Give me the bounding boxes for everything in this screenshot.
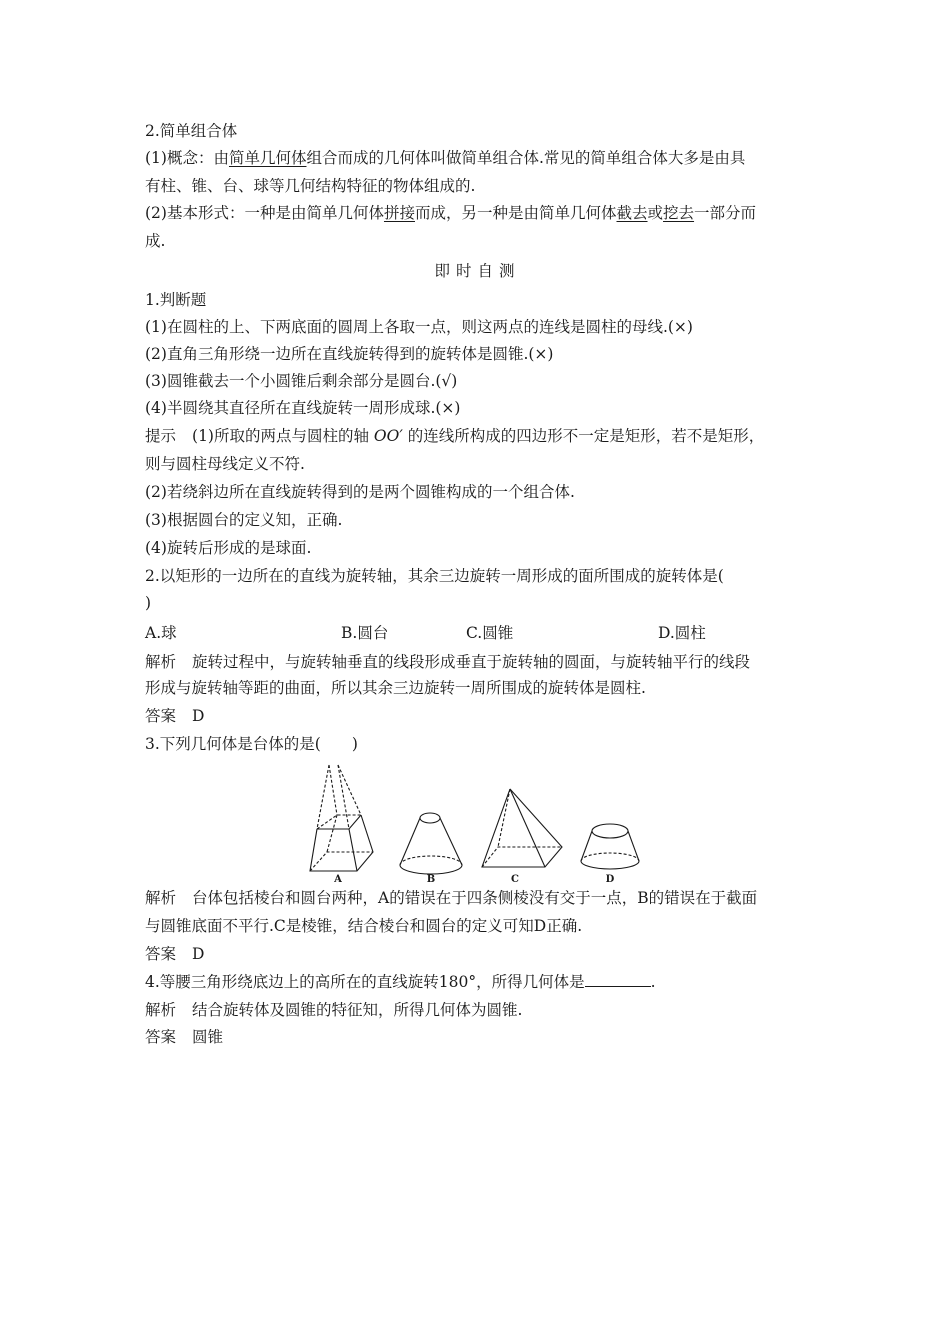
figure-label-a: A bbox=[334, 874, 342, 883]
section-heading: 2.简单组合体 bbox=[145, 122, 238, 140]
q1-item-2: (2)直角三角形绕一边所在直线旋转得到的旋转体是圆锥.(×) bbox=[145, 345, 554, 363]
axis-symbol: OO′ bbox=[373, 427, 403, 445]
q2-option-d: D.圆柱 bbox=[658, 624, 706, 642]
figure-label-d: D bbox=[605, 874, 615, 883]
forms-or: 或 bbox=[647, 204, 664, 222]
concept-rest: 组合而成的几何体叫做简单组合体.常见的简单组合体大多是由具 bbox=[306, 149, 746, 167]
q4-stem-end: . bbox=[650, 973, 656, 991]
q2-option-a: A.球 bbox=[145, 624, 177, 642]
concept-line-2: 有柱、锥、台、球等几何结构特征的物体组成的. bbox=[145, 177, 476, 195]
forms-line-1 bbox=[145, 200, 756, 226]
q4-analysis-label: 解析 bbox=[145, 1001, 177, 1019]
q3-answer-value: D bbox=[192, 945, 205, 963]
figure-d-frustum-of-cone bbox=[581, 824, 639, 869]
q1-hint-line-5: (4)旋转后形成的是球面. bbox=[145, 539, 312, 557]
q3-analysis-label: 解析 bbox=[145, 889, 177, 907]
forms-term-3: 挖去 bbox=[663, 204, 695, 222]
figure-label-c: C bbox=[511, 874, 519, 883]
q3-answer bbox=[145, 941, 204, 967]
q2-answer-label: 答案 bbox=[145, 707, 177, 725]
hint-label: 提示 bbox=[145, 427, 177, 445]
q2-option-b: B.圆台 bbox=[341, 624, 389, 642]
figure-b-cut-cone bbox=[400, 813, 462, 874]
test-title: 即时自测 bbox=[434, 262, 521, 280]
q1-item-3: (3)圆锥截去一个小圆锥后剩余部分是圆台.(√) bbox=[145, 372, 458, 390]
concept-term: 简单几何体 bbox=[228, 149, 307, 167]
concept-line-1 bbox=[145, 145, 745, 171]
q2-answer-value: D bbox=[192, 707, 205, 725]
q2-option-c: C.圆锥 bbox=[466, 624, 514, 642]
q1-hint-line-2: 则与圆柱母线定义不符. bbox=[145, 455, 305, 473]
q3-analysis-line-2: 与圆锥底面不平行.C是棱锥，结合棱台和圆台的定义可知D正确. bbox=[145, 917, 583, 935]
figure-c-pyramid bbox=[482, 789, 562, 867]
q4-answer-label: 答案 bbox=[145, 1028, 177, 1046]
concept-prefix: (1)概念：由 bbox=[145, 149, 229, 167]
q2-analysis-line-1 bbox=[145, 649, 750, 675]
q3-answer-label: 答案 bbox=[145, 945, 177, 963]
q2-stem-1: 2.以矩形的一边所在的直线为旋转轴，其余三边旋转一周形成的面所围成的旋转体是( bbox=[145, 567, 724, 585]
forms-line-2: 成. bbox=[145, 232, 166, 250]
q1-hint-line-1 bbox=[145, 423, 764, 449]
q2-stem-2: ) bbox=[145, 594, 152, 612]
answer-blank bbox=[585, 971, 651, 987]
q2-analysis-text-1: 旋转过程中，与旋转轴垂直的线段形成垂直于旋转轴的圆面，与旋转轴平行的线段 bbox=[192, 653, 751, 671]
q1-item-4: (4)半圆绕其直径所在直线旋转一周形成球.(×) bbox=[145, 399, 461, 417]
q4-answer-value: 圆锥 bbox=[192, 1028, 224, 1046]
forms-prefix: (2)基本形式：一种是由简单几何体 bbox=[145, 204, 384, 222]
q4-analysis bbox=[145, 997, 522, 1023]
figure-a-frustum-like-solid bbox=[310, 765, 373, 871]
q4-stem-text: 4.等腰三角形绕底边上的高所在的直线旋转180°，所得几何体是 bbox=[145, 973, 585, 991]
forms-mid: 而成，另一种是由简单几何体 bbox=[414, 204, 617, 222]
q2-analysis-line-2: 形成与旋转轴等距的曲面，所以其余三边旋转一周所围成的旋转体是圆柱. bbox=[145, 679, 646, 697]
q4-analysis-text: 结合旋转体及圆锥的特征知，所得几何体为圆锥. bbox=[192, 1001, 523, 1019]
q1-title: 1.判断题 bbox=[145, 291, 207, 309]
q2-options bbox=[145, 620, 810, 646]
forms-term-1: 拼接 bbox=[383, 204, 415, 222]
q3-analysis-line-1 bbox=[145, 885, 757, 911]
q4-answer bbox=[145, 1024, 223, 1050]
q1-item-1: (1)在圆柱的上、下两底面的圆周上各取一点，则这两点的连线是圆柱的母线.(×) bbox=[145, 318, 693, 336]
figure-label-b: B bbox=[426, 874, 436, 883]
q4-stem bbox=[145, 969, 656, 995]
q1-hint-line-4: (3)根据圆台的定义知，正确. bbox=[145, 511, 343, 529]
q1-hint-line-3: (2)若绕斜边所在直线旋转得到的是两个圆锥构成的一个组合体. bbox=[145, 483, 575, 501]
solids-figure bbox=[305, 761, 645, 887]
q2-answer bbox=[145, 703, 204, 729]
q2-analysis-label: 解析 bbox=[145, 653, 177, 671]
hint-text-a: (1)所取的两点与圆柱的轴 bbox=[192, 427, 369, 445]
q3-stem: 3.下列几何体是台体的是( ) bbox=[145, 735, 358, 753]
q3-analysis-text-1: 台体包括棱台和圆台两种，A的错误在于四条侧棱没有交于一点，B的错误在于截面 bbox=[192, 889, 758, 907]
forms-term-2: 截去 bbox=[616, 204, 648, 222]
hint-text-b: 的连线所构成的四边形不一定是矩形，若不是矩形， bbox=[407, 427, 765, 445]
forms-rest: 一部分而 bbox=[694, 204, 757, 222]
